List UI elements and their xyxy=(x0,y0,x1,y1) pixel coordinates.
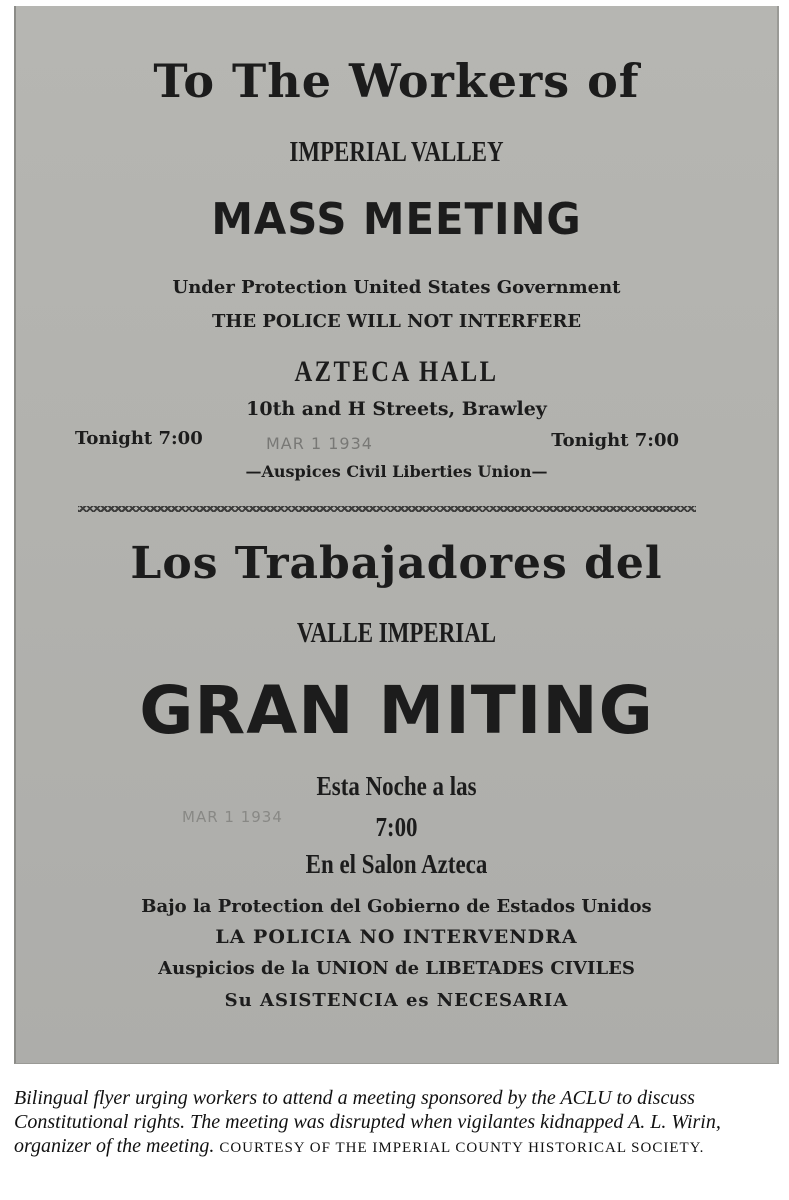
english-region: IMPERIAL VALLEY xyxy=(289,137,504,168)
photo-caption xyxy=(14,1086,774,1160)
spanish-attendance: Su ASISTENCIA es NECESARIA xyxy=(224,990,569,1011)
section-divider xyxy=(78,506,696,512)
flyer xyxy=(14,6,779,1064)
spanish-region: VALLE IMPERIAL xyxy=(296,618,497,649)
spanish-protection: Bajo la Protection del Gobierno de Estados Unidos xyxy=(141,896,652,917)
caption-text: Bilingual flyer urging workers to attend a meeting sponsored by the ACLU to discuss Constitutional rights. The meeting was disrupted when vigilantes kidnapped A. L. Wirin, organizer of the meeting. xyxy=(14,1087,721,1157)
english-police: THE POLICE WILL NOT INTERFERE xyxy=(211,311,582,332)
english-headline: MASS MEETING xyxy=(211,194,582,245)
spanish-police: LA POLICIA NO INTERVENDRA xyxy=(215,926,578,948)
english-protection: Under Protection United States Government xyxy=(172,277,621,298)
spanish-tonight: Esta Noche a las xyxy=(316,771,477,801)
english-time-right: Tonight 7:00 xyxy=(551,430,679,451)
spanish-venue: En el Salon Azteca xyxy=(305,849,488,879)
english-title: To The Workers of xyxy=(153,54,640,108)
spanish-time: 7:00 xyxy=(375,812,418,842)
spanish-title: Los Trabajadores del xyxy=(130,538,663,589)
english-time-left: Tonight 7:00 xyxy=(75,428,203,449)
english-date-stamp: MAR 1 1934 xyxy=(266,434,373,453)
spanish-headline: GRAN MITING xyxy=(139,672,654,749)
caption-credit: COURTESY OF THE IMPERIAL COUNTY HISTORICAL SOCIETY. xyxy=(219,1140,705,1156)
spanish-date-stamp: MAR 1 1934 xyxy=(182,808,283,826)
spanish-auspices: Auspicios de la UNION de LIBETADES CIVILES xyxy=(158,958,635,979)
english-auspices: —Auspices Civil Liberties Union— xyxy=(245,462,548,481)
english-address: 10th and H Streets, Brawley xyxy=(246,398,547,420)
english-hall: AZTECA HALL xyxy=(294,355,499,388)
